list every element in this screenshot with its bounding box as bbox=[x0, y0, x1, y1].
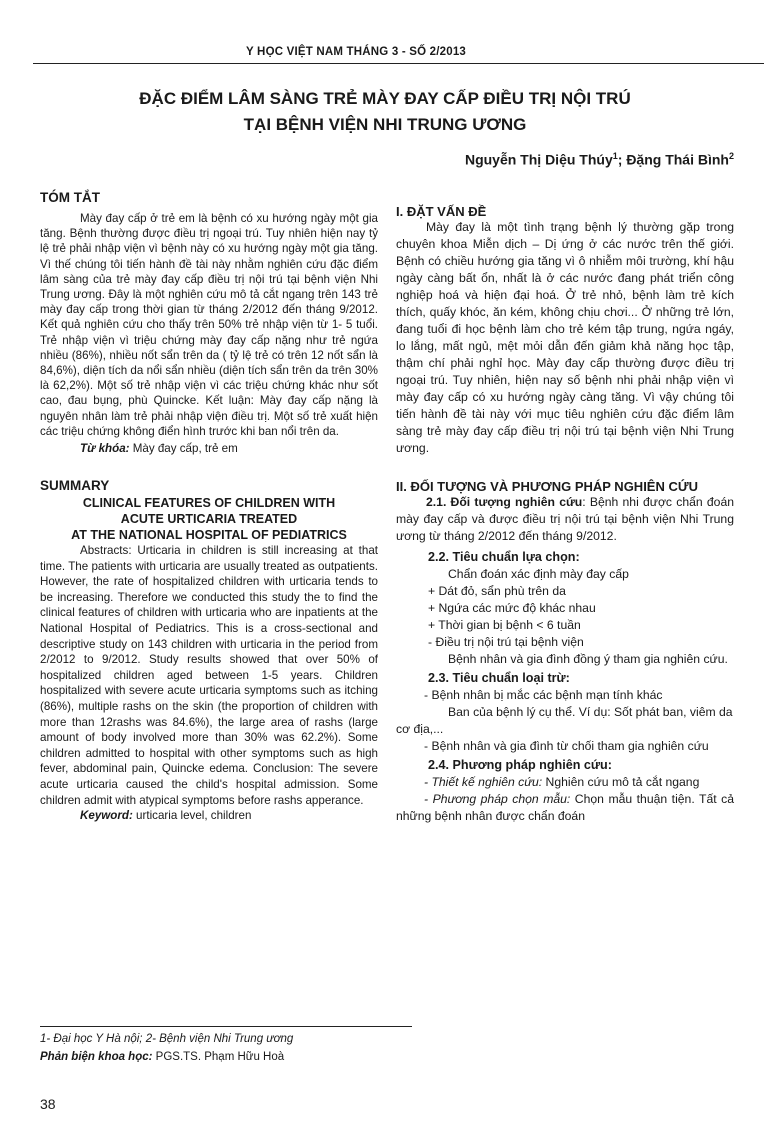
subsection-2-3-heading bbox=[396, 670, 734, 687]
abstract-vi-body: Mày đay cấp ở trẻ em là bệnh có xu hướng ngày một gia tăng. Bệnh thường được điều trị ngoại trú. Tuy nhiên hiện nay tỷ lệ trẻ phải nhập viện vì bệnh này có xu hướng ngày một gia tăng. Vì thế chúng tôi tiến hành đề tài này nhằm nghiên cứu đặc điểm lâm sàng của trẻ mày đay cấp điều trị nội trú tại bệnh viện Nhi Trung ương. Đây là một nghiên cứu mô tả cắt ngang trên 143 trẻ mày đay cấp trong thời gian từ tháng 2/2012 đến tháng 9/2012. Kết quả nghiên cứu cho thấy trên 50% trẻ nhập viện từ 1- 5 tuổi. Trẻ nhập viện vì triệu chứng mày đay cấp nặng như trẻ ngứa nhiều (86%), nhiều nốt sẩn trên da ( tỷ lệ trẻ có trên 12 nốt sẩn là 84,6%), diện tích da nổi sẩn nhiều (diện tích sẩn trên da trên 30% là 62,2%). Một số trẻ nhập viện vì các triệu chứng khác như sốt cao, đau bụng, phù Quincke. Kết luận: Mày đay cấp nặng là nguyên nhân làm trẻ phải nhập viện điều trị. Một số trẻ xuất hiện các triệu chứng không điển hình trước khi ban nổi trên da. bbox=[40, 212, 378, 438]
footnote-affiliations: 1- Đại học Y Hà nội; 2- Bệnh viện Nhi Trung ương bbox=[40, 1033, 294, 1045]
keyword-value-en: urticaria level, children bbox=[132, 809, 252, 823]
summary-heading: SUMMARY bbox=[40, 478, 110, 494]
keyword-value-vi: Mày đay cấp, trẻ em bbox=[129, 442, 238, 456]
reviewer-label: Phản biện khoa học: bbox=[40, 1051, 153, 1063]
sampling-method bbox=[396, 791, 734, 825]
left-column bbox=[40, 190, 378, 823]
author-2: Đặng Thái Bình bbox=[626, 151, 729, 168]
subsection-2-1-label: 2.1. Đối tượng nghiên cứu bbox=[426, 495, 583, 509]
exclusion-item-2: - Bệnh nhân và gia đình từ chối tham gia nghiên cứu bbox=[424, 739, 709, 753]
subsection-2-2-heading bbox=[396, 549, 734, 566]
abstract-vi-heading: TÓM TẮT bbox=[40, 190, 100, 205]
page-number: 38 bbox=[40, 1096, 56, 1112]
study-design bbox=[396, 774, 734, 791]
summary-keywords bbox=[40, 808, 378, 823]
study-design-text: Nghiên cứu mô tả cắt ngang bbox=[542, 775, 700, 789]
footnote-rule bbox=[40, 1026, 412, 1027]
subsection-2-4-label: 2.4. Phương pháp nghiên cứu: bbox=[428, 758, 612, 772]
sampling-method-text: Chọn mẫu thuận tiện. Tất cả những bệnh nhân được chẩn đoán bbox=[396, 792, 734, 823]
inclusion-consent: Bệnh nhân và gia đình đồng ý tham gia nghiên cứu. bbox=[448, 652, 728, 666]
author-2-affiliation: 2 bbox=[728, 151, 734, 161]
section-2-heading: II. ĐỐI TƯỢNG VÀ PHƯƠNG PHÁP NGHIÊN CỨU bbox=[396, 479, 699, 494]
keyword-label-vi: Từ khóa: bbox=[80, 442, 130, 456]
summary-title-line-2: ACUTE URTICARIA TREATED bbox=[120, 512, 298, 527]
summary-title-line-1: CLINICAL FEATURES OF CHILDREN WITH bbox=[82, 496, 336, 511]
inclusion-item-1: + Dát đỏ, sẩn phù trên da bbox=[428, 584, 566, 598]
section-1-heading: I. ĐẶT VẤN ĐỀ bbox=[396, 204, 487, 219]
article-title-line-1: ĐẶC ĐIỂM LÂM SÀNG TRẺ MÀY ĐAY CẤP ĐIỀU TRỊ NỘI TRÚ bbox=[139, 89, 631, 108]
running-header: Y HỌC VIỆT NAM THÁNG 3 - SỐ 2/2013 bbox=[246, 46, 467, 58]
subsection-2-1-text: : Bệnh nhi được chẩn đoán mày đay cấp và được điều trị nội trú tại bệnh viện Nhi Trung ương từ tháng 2/2012 đến tháng 9/2012. bbox=[396, 495, 734, 543]
subsection-2-2-label: 2.2. Tiêu chuẩn lựa chọn: bbox=[428, 550, 580, 564]
reviewer-value: PGS.TS. Phạm Hữu Hoà bbox=[152, 1051, 285, 1063]
study-design-label: - Thiết kế nghiên cứu: bbox=[424, 775, 543, 789]
exclusion-item-1-cont: Ban của bệnh lý cụ thể. Ví dụ: Sốt phát ban, viêm da cơ địa,... bbox=[396, 705, 733, 736]
inclusion-item-3: + Thời gian bị bệnh < 6 tuần bbox=[428, 618, 581, 632]
summary-title-line-3: AT THE NATIONAL HOSPITAL OF PEDIATRICS bbox=[71, 528, 347, 543]
author-line bbox=[465, 151, 734, 168]
footnote-reviewer bbox=[40, 1051, 284, 1063]
sampling-method-label: - Phương pháp chọn mẫu: bbox=[424, 792, 571, 806]
keyword-label-en: Keyword: bbox=[80, 809, 133, 823]
summary-body: Abstracts: Urticaria in children is still increasing at that time. The patients with urticaria are usually treated as outpatients. However, the rate of hospitalized children with urticaria tends to be increasing. Therefore we conducted this study the to find the clinical features of children with urticaria who are inpatients at the National Hospital of Pediatrics. This is a cross-sectional and descriptive study on 143 children with urticaria in the period from 2/2012 to 9/2012. Study results showed that over 50% of hospitalized children aged between 1-5 years. Children hospitalized with severe acute urticaria symptoms such as itching (86%), multiple rashs on the skin (the proportion of children with more than 12rashs was 84.6%), the large area of rashs (large amount of body involved more than 30% was 62.2%). Some children admitted to hospital with other symptoms such as high fever, abdominal pain, Quincke edema. Conclusion: The severe acute urticaria caused the child's hospital admission. Some children admit with atypical symptoms before rashs apperance. bbox=[40, 544, 378, 807]
subsection-2-4-heading bbox=[396, 757, 734, 774]
inclusion-item-4: - Điều trị nội trú tại bệnh viện bbox=[428, 635, 584, 649]
author-1: Nguyễn Thị Diệu Thúy bbox=[464, 151, 613, 168]
subsection-2-1 bbox=[396, 494, 734, 545]
section-1-body: Mày đay là một tình trạng bệnh lý thường gặp trong chuyên khoa Miễn dịch – Dị ứng ở các nước trên thế giới. Bệnh có chiều hướng gia tăng vì ô nhiễm môi trường, khí hậu ngày càng bất ổn, nhất là ở các nước đang phát triển công nghiệp hoá và hiện đại hoá. Ở trẻ nhỏ, bệnh làm trẻ kích thích, quấy khóc, ăn kém, không chịu chơi... Ở những trẻ lớn, đang tuổi đi học bệnh làm cho trẻ kém tập trung, ngứa ngáy, lo lắng, mất ngủ, mệt mỏi dẫn đến giảm khả năng học tập, thậm chí phải nghỉ học. Mày đay cấp thường được điều trị ngoại trú. Tuy nhiên, hiện nay số bệnh nhi phải nhập viện vì mày đay cấp có xu hướng ngày càng tăng. Vì vậy chúng tôi tiến hành đề tài này với mục tiêu nghiên cứu đặc điểm lâm sàng trẻ mày đay cấp điều trị nội trú tại bệnh viện Nhi Trung ương. bbox=[396, 220, 734, 455]
author-1-affiliation: 1 bbox=[612, 151, 618, 161]
abstract-vi-keywords bbox=[40, 441, 378, 456]
inclusion-intro: Chẩn đoán xác định mày đay cấp bbox=[448, 567, 629, 581]
header-rule bbox=[33, 63, 764, 64]
article-title-line-2: TẠI BỆNH VIỆN NHI TRUNG ƯƠNG bbox=[243, 115, 527, 134]
subsection-2-3-label: 2.3. Tiêu chuẩn loại trừ: bbox=[428, 671, 570, 685]
right-column bbox=[396, 190, 734, 825]
inclusion-item-2: + Ngứa các mức độ khác nhau bbox=[428, 601, 596, 615]
exclusion-item-1: - Bệnh nhân bị mắc các bệnh mạn tính khác bbox=[424, 688, 663, 702]
author-separator: ; bbox=[617, 151, 627, 168]
